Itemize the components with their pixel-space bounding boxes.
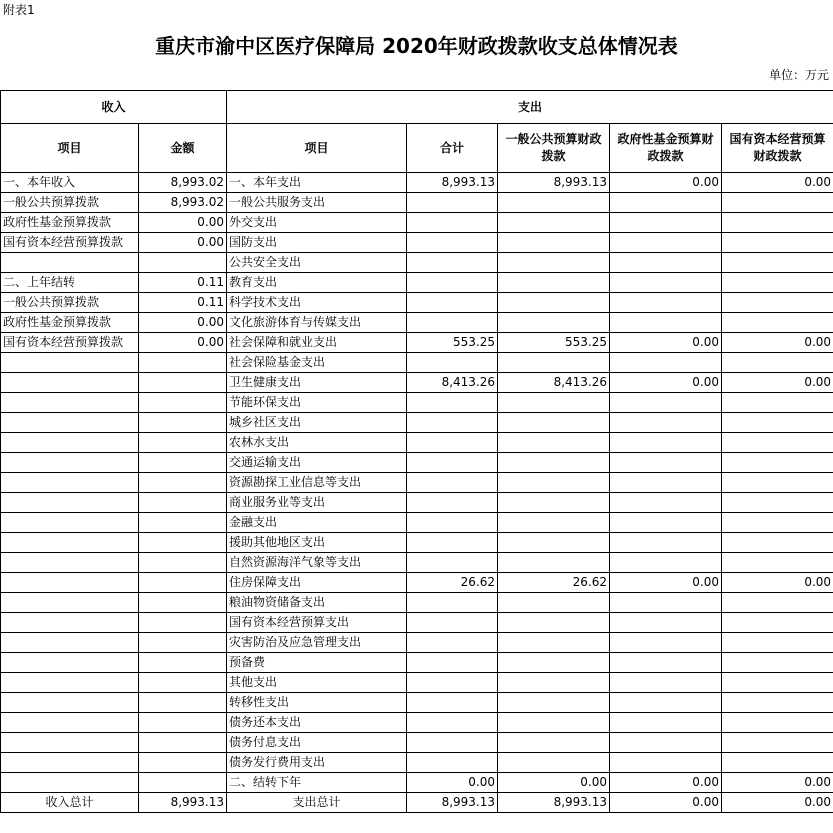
- general-budget-cell: [498, 553, 610, 573]
- general-budget-cell: [498, 473, 610, 493]
- income-amount-cell: [139, 433, 227, 453]
- income-amount-cell: [139, 353, 227, 373]
- general-budget-cell: 26.62: [498, 573, 610, 593]
- general-budget-cell: 8,993.13: [498, 173, 610, 193]
- income-item-cell: [1, 653, 139, 673]
- general-budget-cell: 553.25: [498, 333, 610, 353]
- exp-item-cell: 援助其他地区支出: [227, 533, 407, 553]
- exp-item-cell: 国有资本经营预算支出: [227, 613, 407, 633]
- exp-item-cell: 一般公共服务支出: [227, 193, 407, 213]
- income-amount-cell: 8,993.02: [139, 193, 227, 213]
- gov-fund-cell: [610, 513, 722, 533]
- table-row: [1, 373, 833, 393]
- table-row: [1, 333, 833, 353]
- exp-item-cell: 教育支出: [227, 273, 407, 293]
- total-header: 合计: [407, 124, 498, 173]
- general-budget-cell: [498, 493, 610, 513]
- exp-item-cell: 自然资源海洋气象等支出: [227, 553, 407, 573]
- table-row: [1, 493, 833, 513]
- general-budget-cell: [498, 613, 610, 633]
- table-row: [1, 233, 833, 253]
- gov-fund-cell: [610, 673, 722, 693]
- gov-fund-cell: [610, 553, 722, 573]
- income-amount-cell: [139, 373, 227, 393]
- state-capital-cell: [722, 293, 833, 313]
- state-capital-cell: [722, 733, 833, 753]
- general-budget-cell: 0.00: [498, 773, 610, 793]
- income-item-header: 项目: [1, 124, 139, 173]
- exp-item-cell: 卫生健康支出: [227, 373, 407, 393]
- total-cell: 0.00: [407, 773, 498, 793]
- income-amount-cell: [139, 393, 227, 413]
- table-row: [1, 353, 833, 373]
- general-budget-cell: [498, 433, 610, 453]
- total-cell: [407, 473, 498, 493]
- expenditure-header: 支出: [227, 91, 833, 124]
- table-row: [1, 573, 833, 593]
- income-item-cell: [1, 453, 139, 473]
- total-cell: [407, 513, 498, 533]
- general-budget-cell: [498, 533, 610, 553]
- gov-fund-cell: [610, 233, 722, 253]
- income-amount-cell: [139, 493, 227, 513]
- state-capital-cell: [722, 413, 833, 433]
- state-capital-cell: [722, 513, 833, 533]
- exp-item-cell: 金融支出: [227, 513, 407, 533]
- gov-fund-cell: [610, 753, 722, 773]
- income-item-cell: [1, 533, 139, 553]
- income-amount-cell: [139, 413, 227, 433]
- gov-fund-cell: 0.00: [610, 373, 722, 393]
- state-capital-cell: [722, 393, 833, 413]
- income-item-cell: [1, 433, 139, 453]
- general-budget-cell: [498, 193, 610, 213]
- gov-fund-cell: [610, 733, 722, 753]
- table-row: [1, 173, 833, 193]
- unit-label: 单位：万元: [768, 68, 829, 82]
- state-capital-cell: [722, 593, 833, 613]
- state-capital-cell: [722, 713, 833, 733]
- state-capital-cell: [722, 653, 833, 673]
- general-budget-cell: [498, 413, 610, 433]
- gov-fund-cell: [610, 213, 722, 233]
- income-amount-cell: 0.00: [139, 213, 227, 233]
- total-cell: [407, 693, 498, 713]
- exp-total-label: 支出总计: [227, 793, 407, 813]
- fiscal-table: [0, 90, 833, 813]
- gov-fund-cell: 0.00: [610, 573, 722, 593]
- income-total-label: 收入总计: [1, 793, 139, 813]
- state-capital-cell: [722, 473, 833, 493]
- general-budget-cell: [498, 713, 610, 733]
- total-cell: [407, 393, 498, 413]
- total-cell: [407, 213, 498, 233]
- table-row: [1, 273, 833, 293]
- state-capital-cell: [722, 493, 833, 513]
- table-row: [1, 673, 833, 693]
- totals-row: [1, 793, 833, 813]
- income-amount-cell: [139, 533, 227, 553]
- total-cell: [407, 533, 498, 553]
- page-title: 重庆市渝中区医疗保障局 2020年财政拨款收支总体情况表: [155, 34, 678, 58]
- table-row: [1, 773, 833, 793]
- attachment-label: 附表1: [3, 3, 35, 17]
- total-cell: 553.25: [407, 333, 498, 353]
- exp-item-cell: 债务发行费用支出: [227, 753, 407, 773]
- income-item-cell: [1, 493, 139, 513]
- total-cell: [407, 193, 498, 213]
- state-capital-cell: 0.00: [722, 173, 833, 193]
- general-budget-cell: [498, 353, 610, 373]
- income-item-cell: [1, 573, 139, 593]
- exp-item-cell: 债务付息支出: [227, 733, 407, 753]
- gov-fund-total-cell: 0.00: [610, 793, 722, 813]
- exp-item-cell: 转移性支出: [227, 693, 407, 713]
- income-amount-cell: [139, 673, 227, 693]
- income-item-cell: 政府性基金预算拨款: [1, 213, 139, 233]
- state-capital-cell: [722, 693, 833, 713]
- total-cell: [407, 293, 498, 313]
- state-capital-cell: [722, 193, 833, 213]
- gov-fund-cell: [610, 453, 722, 473]
- income-amount-cell: 0.00: [139, 333, 227, 353]
- income-item-cell: [1, 693, 139, 713]
- table-row: [1, 533, 833, 553]
- gov-fund-cell: [610, 533, 722, 553]
- gov-fund-cell: [610, 633, 722, 653]
- table-row: [1, 253, 833, 273]
- state-capital-cell: [722, 313, 833, 333]
- table-row: [1, 633, 833, 653]
- exp-item-cell: 二、结转下年: [227, 773, 407, 793]
- income-amount-cell: [139, 253, 227, 273]
- income-amount-cell: [139, 733, 227, 753]
- general-budget-cell: [498, 213, 610, 233]
- exp-item-cell: 债务还本支出: [227, 713, 407, 733]
- income-amount-cell: [139, 633, 227, 653]
- exp-item-cell: 一、本年支出: [227, 173, 407, 193]
- gov-fund-cell: 0.00: [610, 333, 722, 353]
- income-amount-cell: [139, 713, 227, 733]
- income-amount-cell: [139, 693, 227, 713]
- exp-item-cell: 城乡社区支出: [227, 413, 407, 433]
- gov-fund-cell: [610, 393, 722, 413]
- state-capital-cell: 0.00: [722, 373, 833, 393]
- table-row: [1, 393, 833, 413]
- state-capital-cell: [722, 553, 833, 573]
- gov-fund-cell: [610, 613, 722, 633]
- income-item-cell: 一、本年收入: [1, 173, 139, 193]
- gov-fund-cell: [610, 433, 722, 453]
- general-budget-cell: [498, 673, 610, 693]
- state-capital-cell: [722, 453, 833, 473]
- exp-item-cell: 预备费: [227, 653, 407, 673]
- income-amount-header: 金额: [139, 124, 227, 173]
- gov-fund-cell: [610, 713, 722, 733]
- exp-item-cell: 粮油物资储备支出: [227, 593, 407, 613]
- exp-item-cell: 灾害防治及应急管理支出: [227, 633, 407, 653]
- income-item-cell: [1, 253, 139, 273]
- table-row: [1, 433, 833, 453]
- general-budget-cell: [498, 233, 610, 253]
- income-item-cell: 二、上年结转: [1, 273, 139, 293]
- exp-item-cell: 外交支出: [227, 213, 407, 233]
- general-budget-cell: [498, 393, 610, 413]
- total-cell: [407, 733, 498, 753]
- total-cell: [407, 253, 498, 273]
- total-cell: [407, 753, 498, 773]
- general-budget-header: 一般公共预算财政拨款: [498, 124, 610, 173]
- exp-item-cell: 节能环保支出: [227, 393, 407, 413]
- header-row-1: [1, 91, 833, 124]
- total-cell: [407, 413, 498, 433]
- total-cell: [407, 593, 498, 613]
- state-capital-cell: [722, 673, 833, 693]
- header-row-2: [1, 124, 833, 173]
- exp-item-cell: 社会保障和就业支出: [227, 333, 407, 353]
- income-amount-cell: [139, 593, 227, 613]
- income-amount-cell: [139, 573, 227, 593]
- income-item-cell: [1, 753, 139, 773]
- exp-item-cell: 文化旅游体育与传媒支出: [227, 313, 407, 333]
- total-cell: [407, 653, 498, 673]
- general-budget-cell: [498, 693, 610, 713]
- income-item-cell: 政府性基金预算拨款: [1, 313, 139, 333]
- table-row: [1, 613, 833, 633]
- state-capital-cell: [722, 273, 833, 293]
- general-budget-cell: 8,413.26: [498, 373, 610, 393]
- gov-fund-cell: [610, 193, 722, 213]
- exp-item-cell: 资源勘探工业信息等支出: [227, 473, 407, 493]
- income-item-cell: [1, 393, 139, 413]
- table-row: [1, 713, 833, 733]
- general-budget-cell: [498, 633, 610, 653]
- income-amount-cell: 0.11: [139, 273, 227, 293]
- total-cell: [407, 553, 498, 573]
- state-capital-cell: 0.00: [722, 333, 833, 353]
- income-item-cell: 国有资本经营预算拨款: [1, 333, 139, 353]
- state-capital-cell: [722, 633, 833, 653]
- income-item-cell: 国有资本经营预算拨款: [1, 233, 139, 253]
- income-amount-cell: [139, 553, 227, 573]
- state-capital-cell: [722, 353, 833, 373]
- income-item-cell: [1, 353, 139, 373]
- general-budget-cell: [498, 273, 610, 293]
- total-cell: [407, 633, 498, 653]
- total-cell: 26.62: [407, 573, 498, 593]
- gov-fund-cell: [610, 653, 722, 673]
- table-row: [1, 593, 833, 613]
- total-cell: 8,413.26: [407, 373, 498, 393]
- income-amount-cell: [139, 453, 227, 473]
- exp-item-cell: 农林水支出: [227, 433, 407, 453]
- state-capital-cell: [722, 433, 833, 453]
- total-cell: [407, 713, 498, 733]
- income-item-cell: [1, 613, 139, 633]
- table-row: [1, 513, 833, 533]
- table-row: [1, 653, 833, 673]
- gov-fund-cell: 0.00: [610, 173, 722, 193]
- general-budget-cell: [498, 513, 610, 533]
- income-item-cell: [1, 673, 139, 693]
- total-cell: [407, 613, 498, 633]
- income-amount-cell: 0.11: [139, 293, 227, 313]
- table-row: [1, 693, 833, 713]
- exp-item-header: 项目: [227, 124, 407, 173]
- income-amount-cell: [139, 513, 227, 533]
- gov-fund-cell: [610, 273, 722, 293]
- income-amount-cell: [139, 613, 227, 633]
- state-capital-cell: 0.00: [722, 773, 833, 793]
- exp-item-cell: 住房保障支出: [227, 573, 407, 593]
- table-row: [1, 293, 833, 313]
- income-item-cell: 一般公共预算拨款: [1, 193, 139, 213]
- income-item-cell: [1, 733, 139, 753]
- income-item-cell: [1, 713, 139, 733]
- table-row: [1, 473, 833, 493]
- general-budget-cell: [498, 253, 610, 273]
- income-amount-cell: 0.00: [139, 313, 227, 333]
- total-cell: [407, 493, 498, 513]
- gov-fund-cell: [610, 473, 722, 493]
- total-cell: [407, 673, 498, 693]
- general-budget-cell: [498, 293, 610, 313]
- gov-fund-cell: [610, 253, 722, 273]
- state-capital-total-cell: 0.00: [722, 793, 833, 813]
- gov-fund-cell: [610, 493, 722, 513]
- exp-item-cell: 科学技术支出: [227, 293, 407, 313]
- general-total-cell: 8,993.13: [498, 793, 610, 813]
- gov-fund-cell: 0.00: [610, 773, 722, 793]
- state-capital-cell: [722, 533, 833, 553]
- income-item-cell: [1, 513, 139, 533]
- table-row: [1, 733, 833, 753]
- exp-item-cell: 国防支出: [227, 233, 407, 253]
- income-item-cell: [1, 553, 139, 573]
- table-row: [1, 553, 833, 573]
- gov-fund-cell: [610, 693, 722, 713]
- total-cell: [407, 273, 498, 293]
- table-row: [1, 313, 833, 333]
- exp-item-cell: 交通运输支出: [227, 453, 407, 473]
- total-cell: 8,993.13: [407, 173, 498, 193]
- exp-total-cell: 8,993.13: [407, 793, 498, 813]
- income-item-cell: [1, 773, 139, 793]
- exp-item-cell: 公共安全支出: [227, 253, 407, 273]
- income-item-cell: [1, 373, 139, 393]
- income-item-cell: [1, 413, 139, 433]
- income-item-cell: [1, 473, 139, 493]
- total-cell: [407, 433, 498, 453]
- income-item-cell: [1, 633, 139, 653]
- table-row: [1, 453, 833, 473]
- income-amount-cell: [139, 753, 227, 773]
- income-amount-cell: 0.00: [139, 233, 227, 253]
- general-budget-cell: [498, 313, 610, 333]
- general-budget-cell: [498, 593, 610, 613]
- total-cell: [407, 233, 498, 253]
- gov-fund-cell: [610, 413, 722, 433]
- exp-item-cell: 社会保险基金支出: [227, 353, 407, 373]
- gov-fund-cell: [610, 313, 722, 333]
- gov-fund-cell: [610, 293, 722, 313]
- general-budget-cell: [498, 753, 610, 773]
- state-capital-cell: [722, 253, 833, 273]
- state-capital-cell: [722, 233, 833, 253]
- income-total-amount: 8,993.13: [139, 793, 227, 813]
- income-amount-cell: [139, 473, 227, 493]
- total-cell: [407, 453, 498, 473]
- total-cell: [407, 353, 498, 373]
- gov-fund-header: 政府性基金预算财政拨款: [610, 124, 722, 173]
- general-budget-cell: [498, 653, 610, 673]
- income-amount-cell: [139, 773, 227, 793]
- state-capital-header: 国有资本经营预算财政拨款: [722, 124, 833, 173]
- income-item-cell: [1, 593, 139, 613]
- general-budget-cell: [498, 453, 610, 473]
- table-row: [1, 193, 833, 213]
- exp-item-cell: 其他支出: [227, 673, 407, 693]
- income-item-cell: 一般公共预算拨款: [1, 293, 139, 313]
- state-capital-cell: [722, 613, 833, 633]
- state-capital-cell: 0.00: [722, 573, 833, 593]
- table-body: [1, 91, 833, 813]
- total-cell: [407, 313, 498, 333]
- gov-fund-cell: [610, 353, 722, 373]
- income-amount-cell: 8,993.02: [139, 173, 227, 193]
- state-capital-cell: [722, 213, 833, 233]
- table-row: [1, 753, 833, 773]
- table-row: [1, 213, 833, 233]
- exp-item-cell: 商业服务业等支出: [227, 493, 407, 513]
- table-row: [1, 413, 833, 433]
- state-capital-cell: [722, 753, 833, 773]
- income-header: 收入: [1, 91, 227, 124]
- general-budget-cell: [498, 733, 610, 753]
- income-amount-cell: [139, 653, 227, 673]
- gov-fund-cell: [610, 593, 722, 613]
